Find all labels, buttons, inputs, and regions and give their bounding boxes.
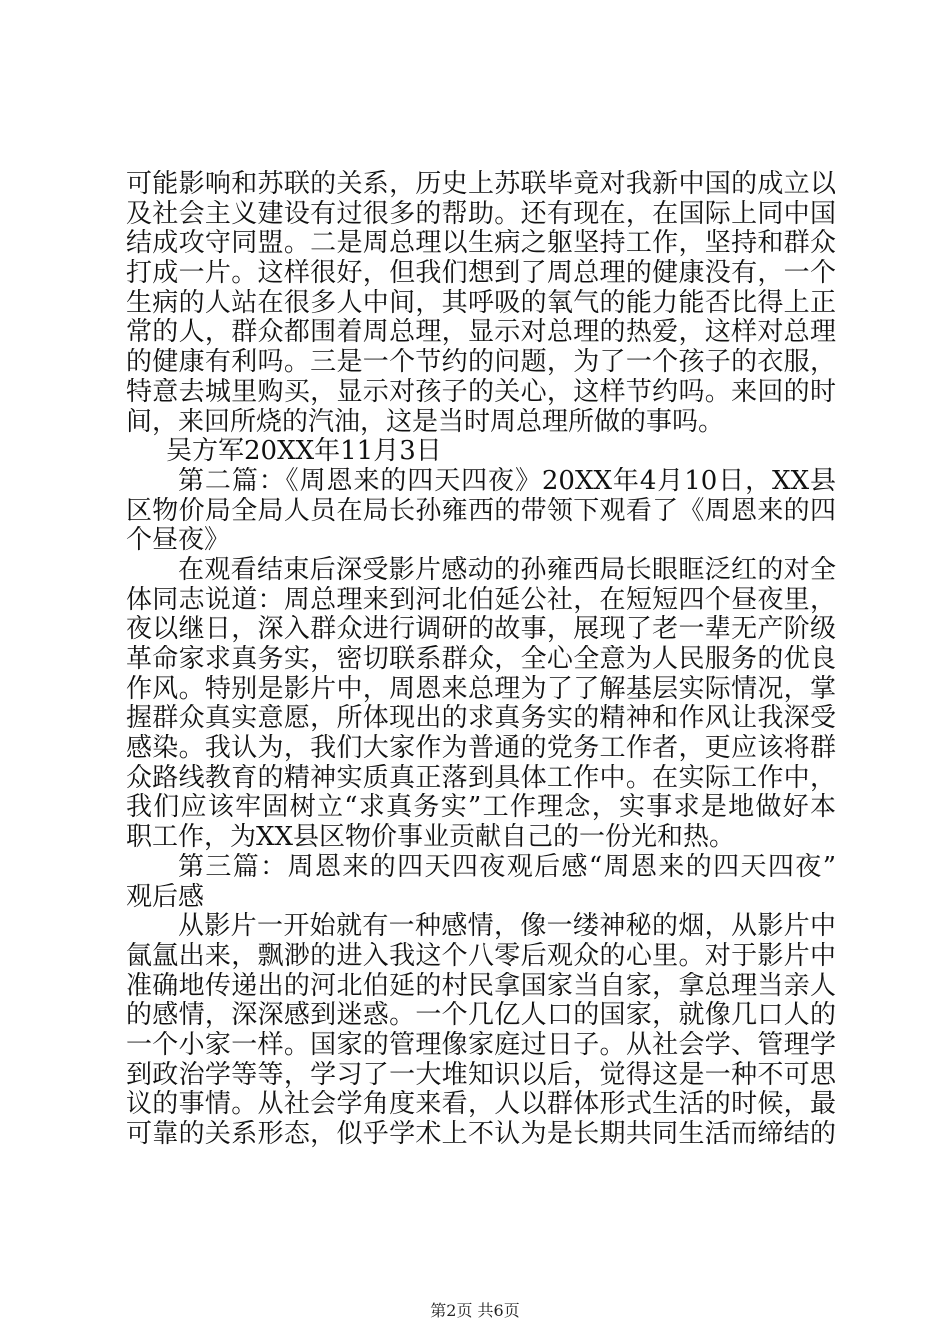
text-line: 可能影响和苏联的关系，历史上苏联毕竟对我新中国的成立以 xyxy=(126,170,836,199)
text-line: 的健康有利吗。三是一个节约的问题，为了一个孩子的衣服， xyxy=(126,348,836,378)
text-line: 一个小家一样。国家的管理像家庭过日子。从社会学、管理学 xyxy=(126,1030,836,1060)
text-line: 我们应该牢固树立“求真务实”工作理念，实事求是地做好本 xyxy=(126,793,836,823)
text-line: 体同志说道：周总理来到河北伯延公社，在短短四个昼夜里， xyxy=(126,585,836,615)
text-line: 生病的人站在很多人中间，其呼吸的氧气的能力能否比得上正 xyxy=(126,288,836,318)
text-line: 间，来回所烧的汽油，这是当时周总理所做的事吗。 xyxy=(126,407,725,437)
text-line: 作风。特别是影片中，周恩来总理为了了解基层实际情况，掌 xyxy=(126,674,836,704)
paragraph-start: 从影片一开始就有一种感情，像一缕神秘的烟，从影片中 xyxy=(178,912,836,942)
text-line: 打成一片。这样很好，但我们想到了周总理的健康没有，一个 xyxy=(126,259,836,289)
text-line: 特意去城里购买，显示对孩子的关心，这样节约吗。来回的时 xyxy=(126,377,836,407)
text-line: 常的人，群众都围着周总理，显示对总理的热爱，这样对总理 xyxy=(126,318,836,348)
text-line: 感染。我认为，我们大家作为普通的党务工作者，更应该将群 xyxy=(126,734,836,764)
text-line: 结成攻守同盟。二是周总理以生病之躯坚持工作，坚持和群众 xyxy=(126,229,836,259)
text-line: 观后感 xyxy=(126,882,205,912)
text-line: 到政治学等等，学习了一大堆知识以后，觉得这是一种不可思 xyxy=(126,1060,836,1090)
section-heading-3: 第三篇：周恩来的四天四夜观后感“周恩来的四天四夜” xyxy=(178,852,836,882)
text-line: 革命家求真务实，密切联系群众，全心全意为人民服务的优良 xyxy=(126,645,836,674)
text-line: 个昼夜》 xyxy=(126,526,231,556)
text-line: 准确地传递出的河北伯延的村民拿国家当自家，拿总理当亲人 xyxy=(126,971,836,1001)
text-line: 的感情，深深感到迷惑。一个几亿人口的国家，就像几口人的 xyxy=(126,1001,836,1031)
text-line: 可靠的关系形态，似乎学术上不认为是长期共同生活而缔结的 xyxy=(126,1120,836,1149)
text-line: 氤氲出来，飘渺的进入我这个八零后观众的心里。对于影片中 xyxy=(126,941,836,971)
text-line: 议的事情。从社会学角度来看，人以群体形式生活的时候，最 xyxy=(126,1090,836,1120)
text-line: 夜以继日，深入群众进行调研的故事，展现了老一辈无产阶级 xyxy=(126,615,836,645)
signature-line: 吴方军20XX年11月3日 xyxy=(166,437,442,467)
text-line: 区物价局全局人员在局长孙雍西的带领下观看了《周恩来的四 xyxy=(126,496,836,526)
text-line: 及社会主义建设有过很多的帮助。还有现在，在国际上同中国 xyxy=(126,199,836,229)
document-body xyxy=(126,170,836,1150)
page-number: 第2页 共6页 xyxy=(430,1301,520,1320)
text-line: 职工作，为XX县区物价事业贡献自己的一份光和热。 xyxy=(126,823,736,853)
text-line: 握群众真实意愿，所体现出的求真务实的精神和作风让我深受 xyxy=(126,704,836,734)
paragraph-start: 在观看结束后深受影片感动的孙雍西局长眼眶泛红的对全 xyxy=(178,555,836,585)
section-heading-2: 第二篇：《周恩来的四天四夜》20XX年4月10日，XX县 xyxy=(178,466,836,496)
text-line: 众路线教育的精神实质真正落到具体工作中。在实际工作中， xyxy=(126,763,836,793)
